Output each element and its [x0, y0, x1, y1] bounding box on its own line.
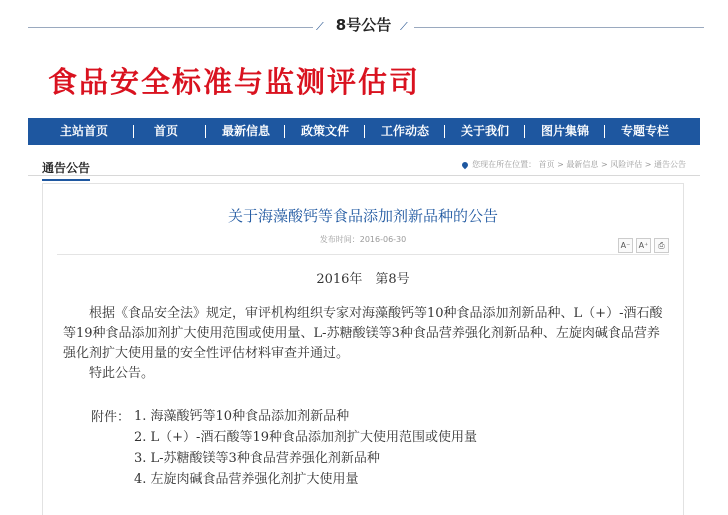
section-header	[28, 155, 700, 176]
nav-item-work[interactable]: 工作动态	[381, 124, 430, 138]
nav-item-main-home[interactable]: 主站首页	[60, 124, 109, 138]
divider-line	[414, 27, 704, 28]
site-logo[interactable]: 食品安全标准与监测评估司	[48, 65, 421, 99]
attachment-item[interactable]: 1. 海藻酸钙等10种食品添加剂新品种	[134, 409, 350, 424]
breadcrumb-text[interactable]: 您现在所在位置： 首页 > 最新信息 > 风险评估 > 通告公告	[472, 160, 686, 169]
top-title-bar	[0, 0, 728, 54]
nav-separator	[205, 125, 206, 138]
page-title: 8号公告	[335, 16, 392, 34]
nav-item-home[interactable]: 首页	[154, 124, 179, 138]
nav-separator	[364, 125, 365, 138]
attachment-item[interactable]: 4. 左旋肉碱食品营养强化剂扩大使用量	[134, 472, 359, 487]
document-number: 2016年 第8号	[316, 272, 410, 287]
article-body	[63, 304, 667, 384]
nav-separator	[604, 125, 605, 138]
nav-item-policy[interactable]: 政策文件	[301, 124, 350, 138]
font-smaller-icon[interactable]: A⁻	[618, 238, 633, 253]
body-paragraph: 特此公告。	[89, 366, 155, 381]
nav-separator	[444, 125, 445, 138]
article-panel	[42, 183, 684, 515]
divider-line	[28, 27, 313, 28]
nav-item-latest[interactable]: 最新信息	[222, 124, 271, 138]
divider	[57, 254, 669, 255]
attachments-list	[134, 406, 477, 490]
attachment-item[interactable]: 3. L-苏糖酸镁等3种食品营养强化剂新品种	[134, 451, 380, 466]
nav-item-gallery[interactable]: 图片集锦	[541, 124, 590, 138]
publish-time: 发布时间：2016-06-30	[319, 235, 407, 244]
nav-separator	[133, 125, 134, 138]
font-larger-icon[interactable]: A⁺	[636, 238, 651, 253]
slash-decoration-icon: ⟋	[400, 20, 408, 33]
article-title: 关于海藻酸钙等食品添加剂新品种的公告	[227, 207, 498, 225]
attachment-item[interactable]: 2. L（+）-酒石酸等19种食品添加剂扩大使用范围或使用量	[134, 430, 477, 445]
main-nav	[28, 118, 700, 145]
body-paragraph: 根据《食品安全法》规定，审评机构组织专家对海藻酸钙等10种食品添加剂新品种、L（+）-酒石酸等19种食品添加剂扩大使用范围或使用量、L-苏糖酸镁等3种食品营养强化剂新品种、左旋肉碱食品营养强化剂扩大使用量的安全性评估材料审查并通过。	[63, 306, 663, 361]
print-icon[interactable]: ⎙	[654, 238, 669, 253]
section-title: 通告公告	[42, 159, 90, 181]
location-pin-icon	[461, 160, 469, 168]
article-tools	[615, 233, 669, 253]
slash-decoration-icon: ⟋	[316, 20, 324, 33]
nav-separator	[284, 125, 285, 138]
nav-separator	[524, 125, 525, 138]
attachments-label: 附件：	[91, 410, 131, 425]
nav-item-about[interactable]: 关于我们	[461, 124, 510, 138]
breadcrumb	[462, 159, 686, 170]
nav-item-topics[interactable]: 专题专栏	[621, 124, 670, 138]
